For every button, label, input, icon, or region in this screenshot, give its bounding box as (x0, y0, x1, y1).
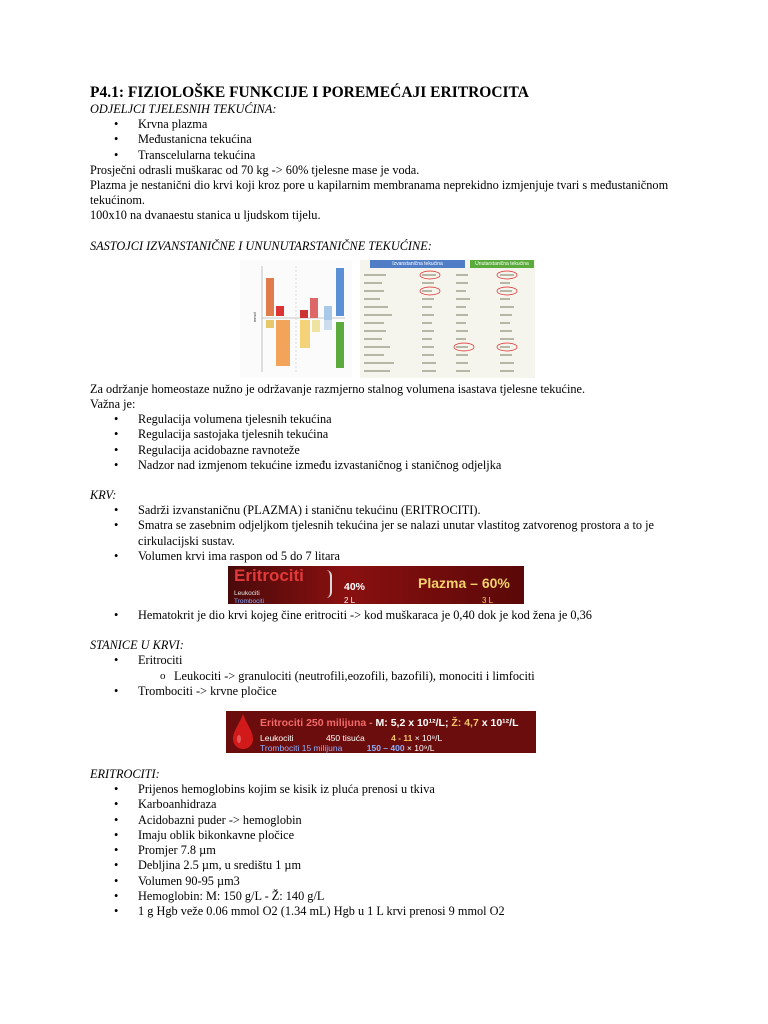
svg-text:mmol: mmol (252, 312, 257, 322)
paragraph: 100x10 na dvanaestu stanica u ljudskom tijelu. (90, 208, 321, 223)
extracellular-header: Izvanstanična tekućina (370, 260, 465, 268)
krv-list (90, 503, 690, 564)
list-item: • Volumen krvi ima raspon od 5 do 7 litara (90, 549, 690, 564)
brace-shape (324, 570, 332, 598)
list-item: • 1 g Hgb veže 0.06 mmol O2 (1.34 mL) Hgb u 1 L krvi prenosi 9 mmol O2 (90, 904, 690, 919)
list-item: • Hemoglobin: M: 150 g/L - Ž: 140 g/L (90, 889, 690, 904)
stanice-list (90, 653, 690, 668)
section-heading-eritrociti: ERITROCITI: (90, 767, 160, 782)
vazno-list (90, 412, 690, 473)
composition-figure (240, 260, 535, 378)
list-item: • Imaju oblik bikonkavne pločice (90, 828, 690, 843)
list-item: • Krvna plazma (90, 117, 690, 132)
list-item: • Regulacija sastojaka tjelesnih tekućina (90, 427, 690, 442)
krv-list-2 (90, 608, 690, 623)
banner-percent-cells: 40% (344, 581, 366, 594)
list-item: • Acidobazni puder -> hemoglobin (90, 813, 690, 828)
blood-volume-banner (228, 566, 524, 604)
section-heading-stanice: STANICE U KRVI: (90, 638, 184, 653)
banner-eritrociti: Eritrociti (234, 566, 304, 586)
document-page (90, 84, 690, 919)
highlight-circles (360, 260, 535, 378)
banner-volume-plazma: 3 L (482, 596, 494, 606)
banner-trombociti-line: Trombociti 15 milijuna 150 – 400 × 10⁹/L (260, 743, 435, 754)
eritrociti-list (90, 782, 690, 919)
list-item: • Volumen 90-95 µm3 (90, 874, 690, 889)
section-heading-sastojci: SASTOJCI IZVANSTANIČNE I UNUNUTARSTANIČNE TEKUĆINE: (90, 238, 432, 253)
list-item: • Karboanhidraza (90, 797, 690, 812)
stanice-sublist (90, 669, 690, 684)
section-heading-odjeljci: ODJELJCI TJELESNIH TEKUĆINA: (90, 102, 277, 116)
list-item: • Eritrociti (90, 653, 690, 668)
list-item: • Regulacija volumena tjelesnih tekućina (90, 412, 690, 427)
banner-volume-cells: 2 L (344, 596, 356, 606)
list-item: • Hematokrit je dio krvi kojeg čine eritrociti -> kod muškaraca je 0,40 dok je kod žena je 0,36 (90, 608, 690, 623)
banner-trombociti: Trombociti (234, 598, 265, 606)
ion-composition-table (360, 260, 535, 378)
banner-leukociti-line: Leukociti 450 tisuća 4 - 11 × 10⁹/L (260, 733, 443, 744)
list-item: • Trombociti -> krvne pločice (90, 684, 690, 699)
intracellular-header: Unutarstanična tekućina (470, 260, 534, 268)
stanice-list-2 (90, 684, 690, 699)
banner-eritrociti-line: Eritrociti 250 milijuna - M: 5,2 x 10¹²/L; Ž: 4,7 x 10¹²/L (260, 717, 519, 730)
odjeljci-list (90, 117, 690, 163)
blood-drop-icon (228, 711, 258, 753)
banner-leukociti: Leukociti (234, 590, 260, 598)
list-item: • Nadzor nad izmjenom tekućine između izvastaničnog i staničnog odjeljka (90, 458, 690, 473)
banner-plazma: Plazma – 60% (418, 575, 510, 592)
list-item: • Međustanicna tekućina (90, 132, 690, 147)
blood-cells-banner (226, 711, 536, 753)
list-item: o Leukociti -> granulociti (neutrofili,eozofili, bazofili), monociti i limfociti (90, 669, 690, 684)
list-item: • Promjer 7.8 µm (90, 843, 690, 858)
list-item: • Sadrži izvanstaničnu (PLAZMA) i staničnu tekućinu (ERITROCITI). (90, 503, 690, 518)
section-heading-krv: KRV: (90, 488, 117, 503)
list-item: • Transcelularna tekućina (90, 148, 690, 163)
list-item: • Prijenos hemoglobins kojim se kisik iz pluća prenosi u tkiva (90, 782, 690, 797)
list-item: • Regulacija acidobazne ravnoteže (90, 443, 690, 458)
page-title: P4.1: FIZIOLOŠKE FUNKCIJE I POREMEĆAJI ERITROCITA (90, 84, 529, 101)
list-item: • Debljina 2.5 µm, u središtu 1 µm (90, 858, 690, 873)
paragraph: Prosječni odrasli muškarac od 70 kg -> 60% tjelesne mase je voda. (90, 162, 420, 177)
list-item: • Smatra se zasebnim odjeljkom tjelesnih tekućina jer se nalazi unutar vlastitog zatvorenog prostora a to je cirkulacijski sustav. (90, 518, 690, 548)
paragraph: Važna je: (90, 397, 136, 412)
paragraph: Za održanje homeostaze nužno je održavanje razmjerno stalnog volumena isastava tjelesne tekućine. (90, 381, 586, 396)
paragraph: Plazma je nestanični dio krvi koji kroz pore u kapilarnim membranama neprekidno izmjenjuje tvari s međustaničnom tekućinom. (90, 178, 669, 208)
ion-composition-chart (240, 260, 352, 378)
